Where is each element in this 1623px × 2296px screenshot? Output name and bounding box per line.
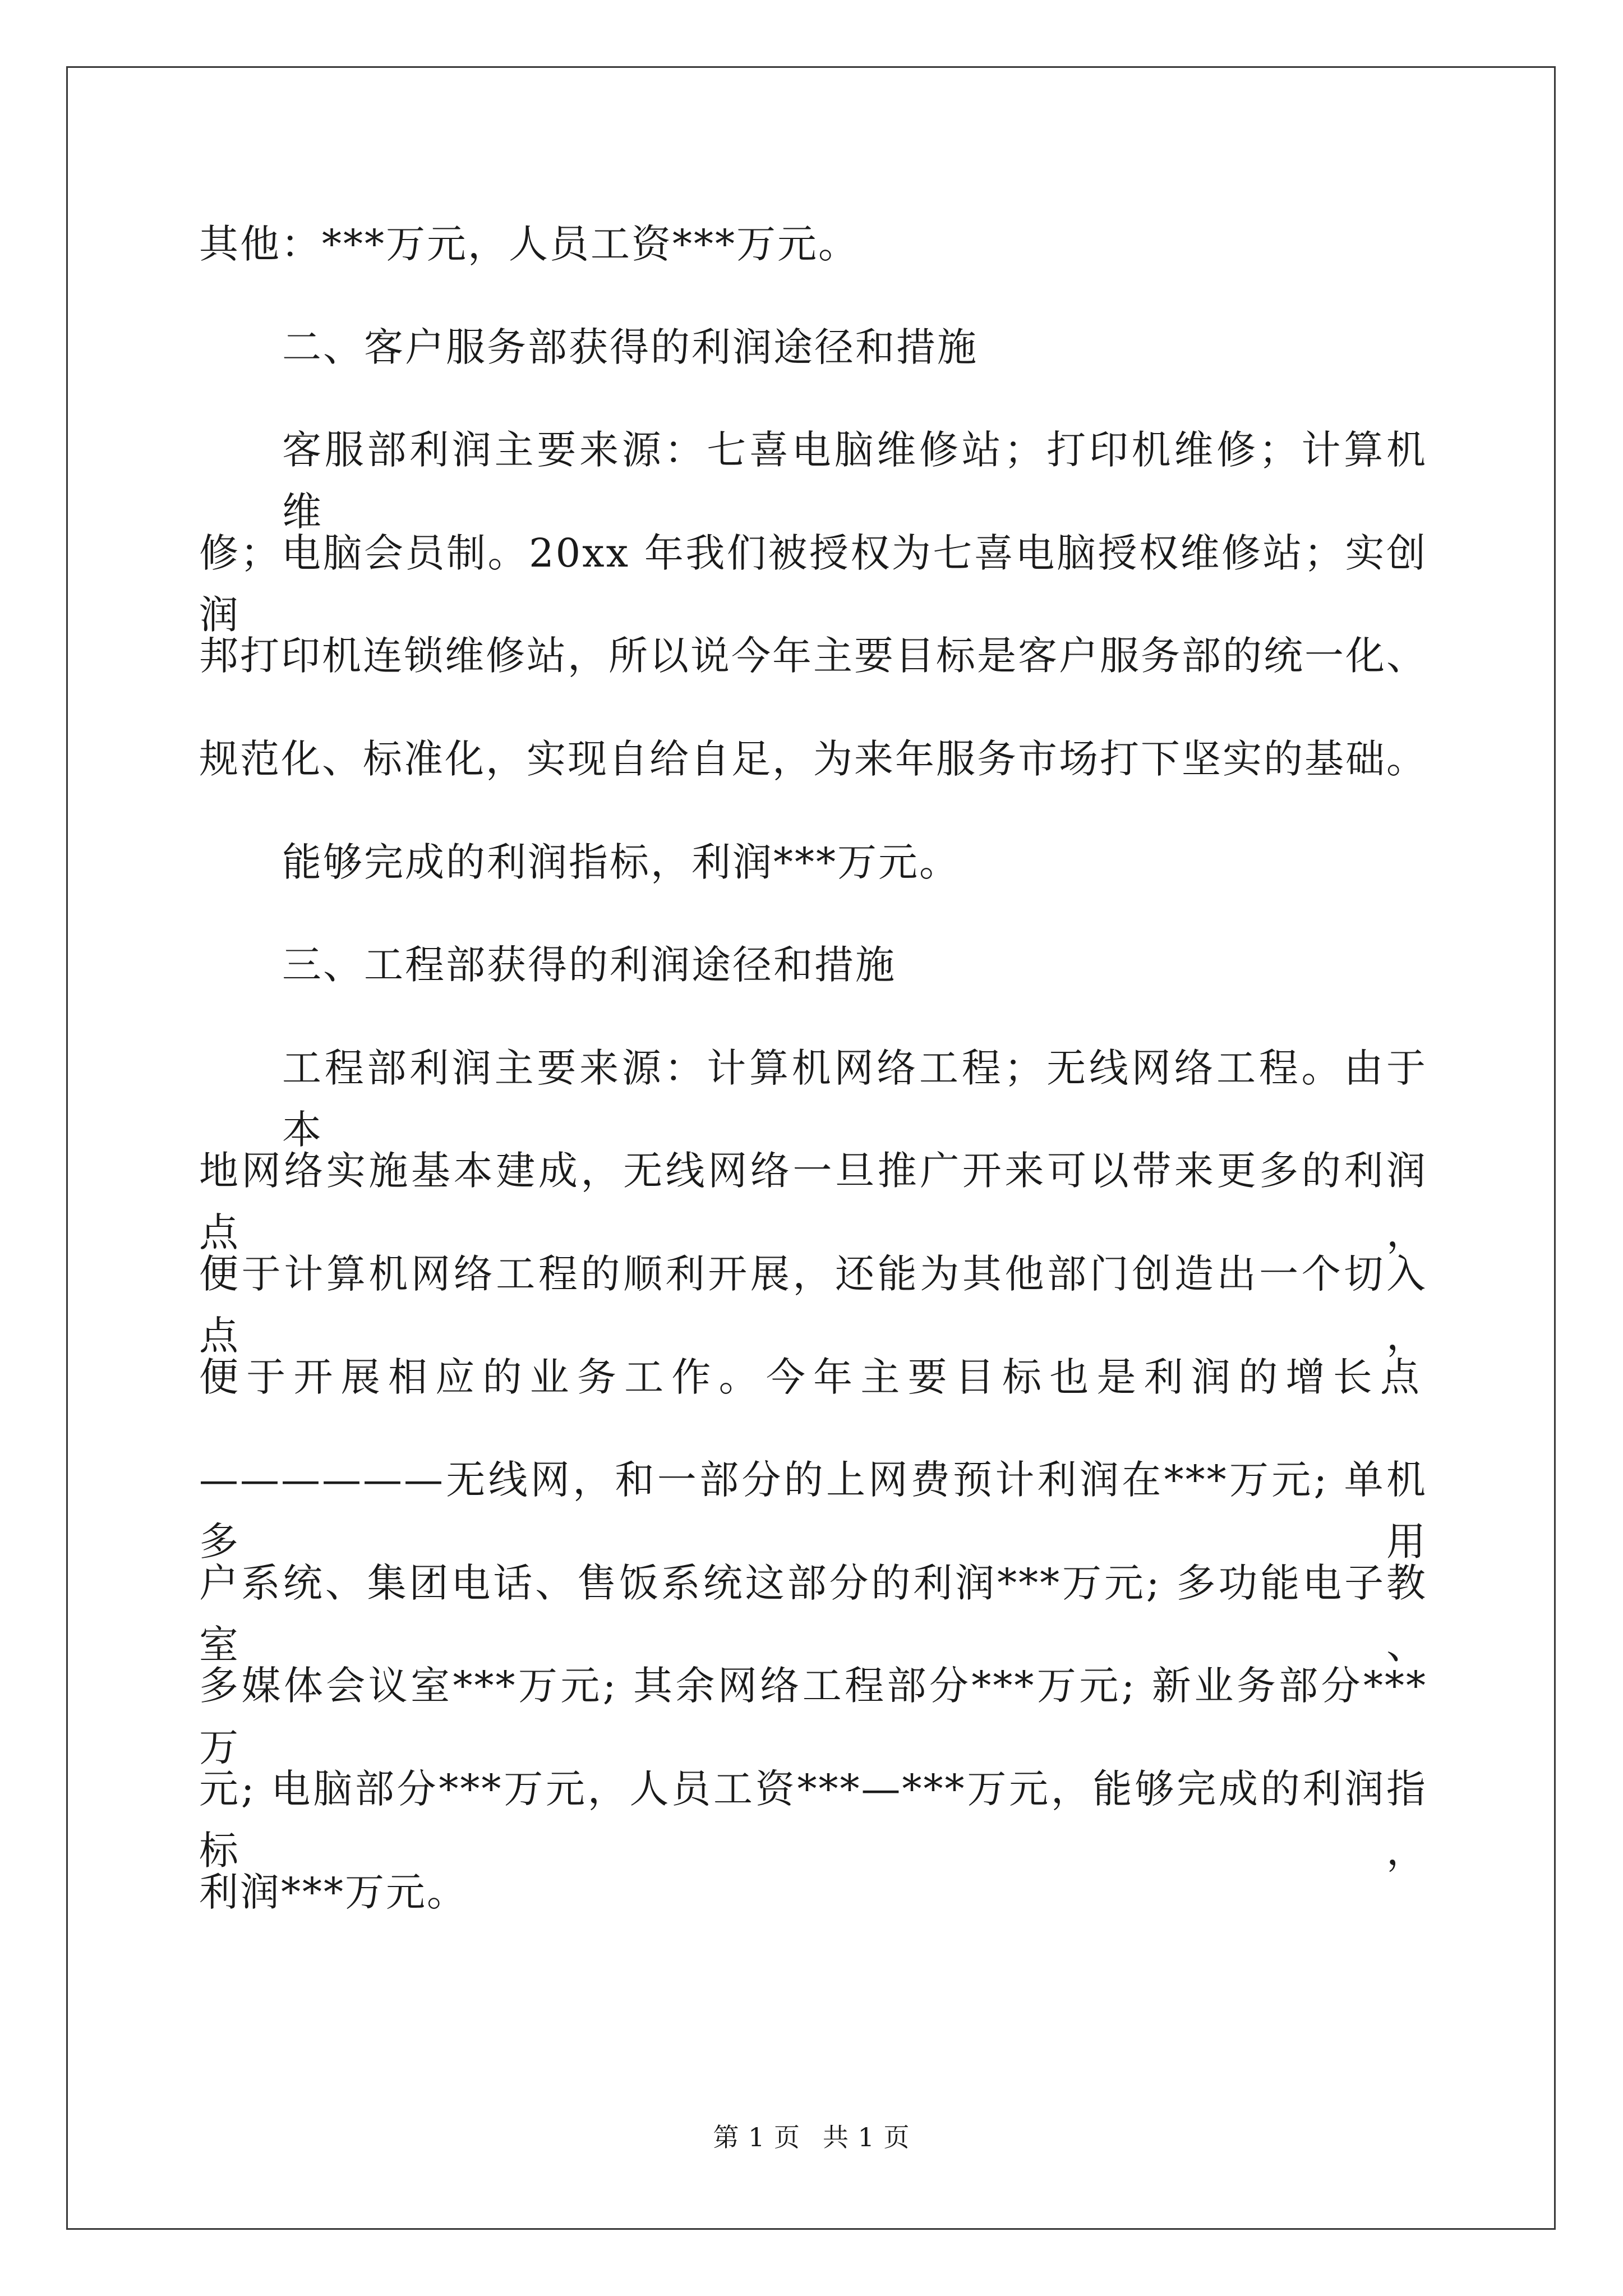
text-line: 能够完成的利润指标，利润***万元。 <box>282 839 960 885</box>
text-line: 元; 电脑部分***万元，人员工资***—***万元，能够完成的利润指标， <box>199 1765 1427 1874</box>
page-total: 共 1 页 <box>823 2122 910 2152</box>
document-body <box>199 213 1427 1964</box>
text-line: 客服部利润主要来源：七喜电脑维修站；打印机维修；计算机维 <box>282 427 1427 535</box>
text-line: 规范化、标准化，实现自给自足，为来年服务市场打下坚实的基础。 <box>199 735 1427 782</box>
text-line: 多媒体会议室***万元; 其余网络工程部分***万元; 新业务部分***万 <box>199 1663 1427 1771</box>
section-heading: 三、工程部获得的利润途径和措施 <box>282 942 896 988</box>
text-line: 修；电脑会员制。20xx 年我们被授权为七喜电脑授权维修站；实创润 <box>199 530 1427 638</box>
text-line: 地网络实施基本建成，无线网络一旦推广开来可以带来更多的利润点， <box>199 1148 1427 1256</box>
text-line: 便于开展相应的业务工作。今年主要目标也是利润的增长点 <box>199 1354 1427 1400</box>
text-line: 户系统、集团电话、售饭系统这部分的利润***万元; 多功能电子教室、 <box>199 1559 1427 1668</box>
page-footer <box>0 2120 1623 2154</box>
page-number: 第 1 页 <box>713 2122 800 2152</box>
text-line: ——————无线网，和一部分的上网费预计利润在***万元; 单机多用 <box>199 1457 1427 1565</box>
text-line: 其他：***万元，人员工资***万元。 <box>199 221 859 267</box>
text-line: 工程部利润主要来源：计算机网络工程；无线网络工程。由于本 <box>282 1045 1427 1153</box>
text-line: 利润***万元。 <box>199 1869 468 1915</box>
text-line: 便于计算机网络工程的顺利开展，还能为其他部门创造出一个切入点， <box>199 1250 1427 1359</box>
section-heading: 二、客户服务部获得的利润途径和措施 <box>282 324 978 370</box>
text-line: 邦打印机连锁维修站，所以说今年主要目标是客户服务部的统一化、 <box>199 633 1427 679</box>
